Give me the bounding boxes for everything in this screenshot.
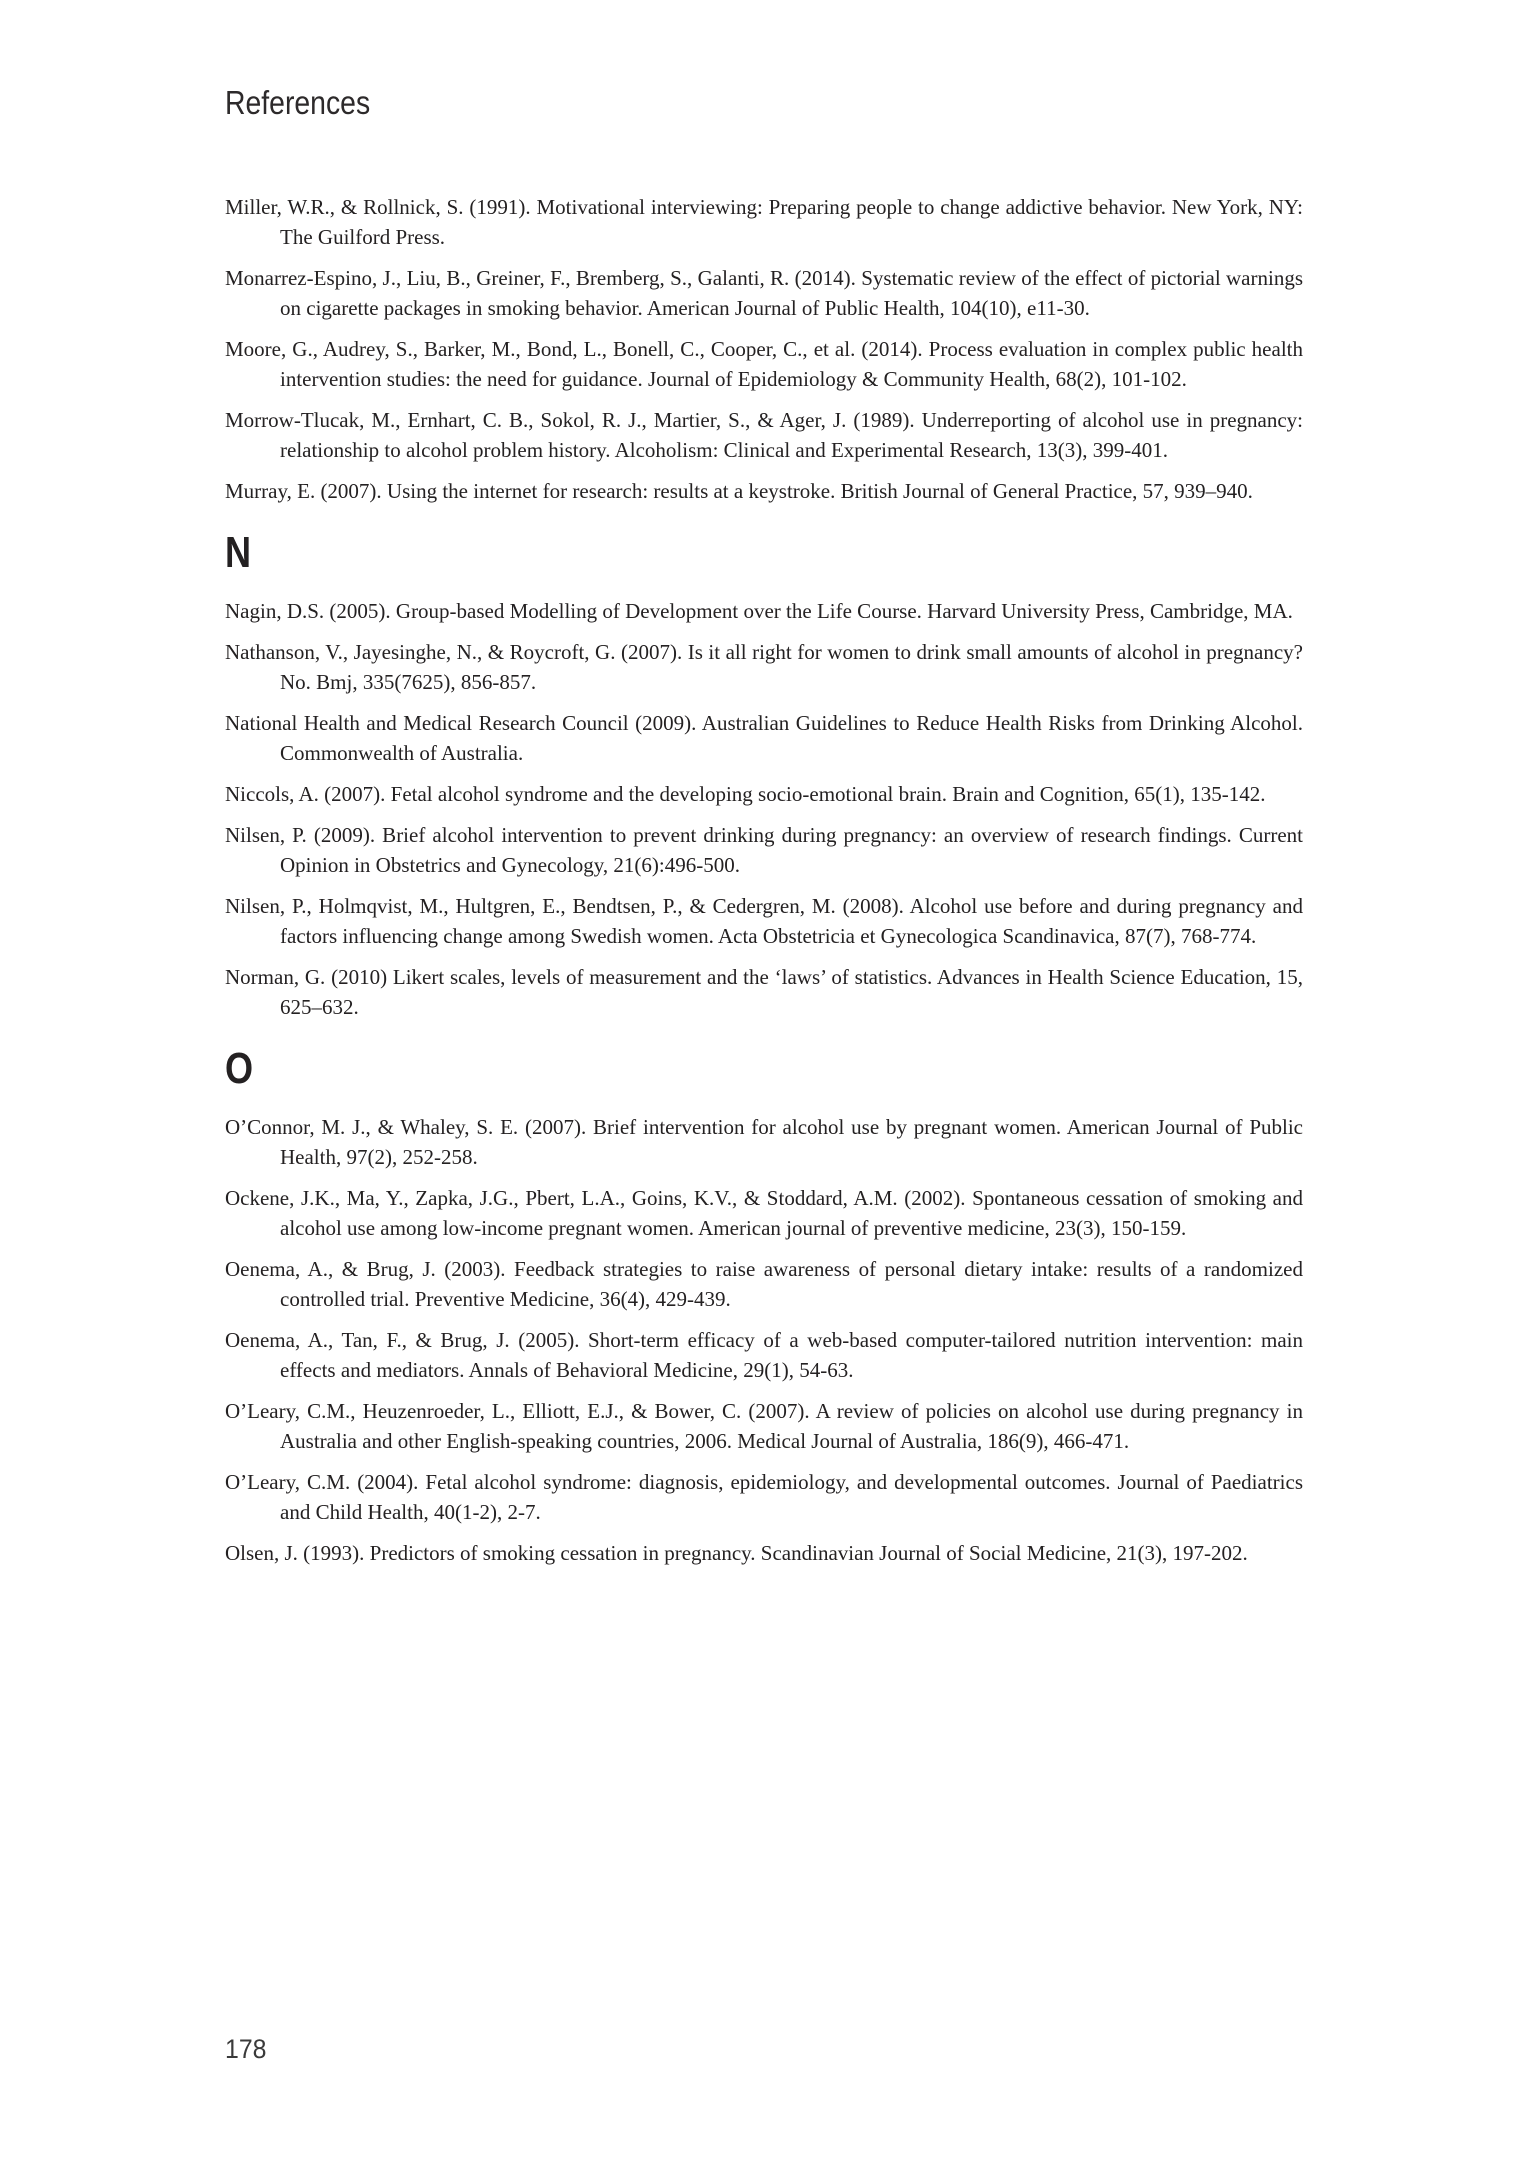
reference-entry: Olsen, J. (1993). Predictors of smoking cessation in pregnancy. Scandinavian Journal of Social Medicine, 21(3), 197-202. xyxy=(225,1541,1248,1565)
reference-entry: Nilsen, P., Holmqvist, M., Hultgren, E., Bendtsen, P., & Cedergren, M. (2008). Alcohol use before and during pregnancy and factors influencing change among Swedish women. Acta Obstetricia et Gynecologica Scandinavica, 87(7), 768-774. xyxy=(225,894,1303,948)
reference-section-o xyxy=(225,1112,1303,1568)
reference-section-m xyxy=(225,192,1303,506)
reference-entry: O’Connor, M. J., & Whaley, S. E. (2007). Brief intervention for alcohol use by pregnant women. American Journal of Public Health, 97(2), 252-258. xyxy=(225,1115,1303,1169)
reference-entry: Norman, G. (2010) Likert scales, levels of measurement and the ‘laws’ of statistics. Advances in Health Science Education, 15, 625–632. xyxy=(225,965,1303,1019)
reference-entry: Nagin, D.S. (2005). Group-based Modelling of Development over the Life Course. Harvard University Press, Cambridge, MA. xyxy=(225,599,1293,623)
reference-entry: Morrow-Tlucak, M., Ernhart, C. B., Sokol, R. J., Martier, S., & Ager, J. (1989). Underreporting of alcohol use in pregnancy: relationship to alcohol problem history. Alcoholism: Clinical and Experimental Research, 13(3), 399-401. xyxy=(225,408,1303,462)
reference-entry: Murray, E. (2007). Using the internet for research: results at a keystroke. British Journal of General Practice, 57, 939–940. xyxy=(225,479,1253,503)
page-number: 178 xyxy=(225,2034,267,2064)
reference-entry: Monarrez-Espino, J., Liu, B., Greiner, F., Bremberg, S., Galanti, R. (2014). Systematic review of the effect of pictorial warnings on cigarette packages in smoking behavior. American Journal of Public Health, 104(10), e11-30. xyxy=(225,266,1303,320)
reference-entry: Nathanson, V., Jayesinghe, N., & Roycroft, G. (2007). Is it all right for women to drink small amounts of alcohol in pregnancy? No. Bmj, 335(7625), 856-857. xyxy=(225,640,1303,694)
reference-entry: Oenema, A., & Brug, J. (2003). Feedback strategies to raise awareness of personal dietary intake: results of a randomized controlled trial. Preventive Medicine, 36(4), 429-439. xyxy=(225,1257,1303,1311)
reference-entry: Nilsen, P. (2009). Brief alcohol intervention to prevent drinking during pregnancy: an overview of research findings. Current Opinion in Obstetrics and Gynecology, 21(6):496-500. xyxy=(225,823,1303,877)
section-heading-n: N xyxy=(225,528,252,577)
reference-entry: Oenema, A., Tan, F., & Brug, J. (2005). Short-term efficacy of a web-based computer-tailored nutrition intervention: main effects and mediators. Annals of Behavioral Medicine, 29(1), 54-63. xyxy=(225,1328,1303,1382)
reference-entry: Ockene, J.K., Ma, Y., Zapka, J.G., Pbert, L.A., Goins, K.V., & Stoddard, A.M. (2002). Spontaneous cessation of smoking and alcohol use among low-income pregnant women. American journal of preventive medicine, 23(3), 150-159. xyxy=(225,1186,1303,1240)
page-title: References xyxy=(225,84,371,121)
section-heading-o: O xyxy=(225,1044,254,1093)
reference-section-n xyxy=(225,596,1303,1022)
reference-entry: Niccols, A. (2007). Fetal alcohol syndrome and the developing socio-emotional brain. Brain and Cognition, 65(1), 135-142. xyxy=(225,782,1266,806)
reference-entry: O’Leary, C.M. (2004). Fetal alcohol syndrome: diagnosis, epidemiology, and developmental outcomes. Journal of Paediatrics and Child Health, 40(1-2), 2-7. xyxy=(225,1470,1303,1524)
reference-entry: O’Leary, C.M., Heuzenroeder, L., Elliott, E.J., & Bower, C. (2007). A review of policies on alcohol use during pregnancy in Australia and other English-speaking countries, 2006. Medical Journal of Australia, 186(9), 466-471. xyxy=(225,1399,1303,1453)
reference-entry: National Health and Medical Research Council (2009). Australian Guidelines to Reduce Health Risks from Drinking Alcohol. Commonwealth of Australia. xyxy=(225,711,1303,765)
reference-entry: Miller, W.R., & Rollnick, S. (1991). Motivational interviewing: Preparing people to change addictive behavior. New York, NY: The Guilford Press. xyxy=(225,195,1303,249)
reference-entry: Moore, G., Audrey, S., Barker, M., Bond, L., Bonell, C., Cooper, C., et al. (2014). Process evaluation in complex public health intervention studies: the need for guidance. Journal of Epidemiology & Community Health, 68(2), 101-102. xyxy=(225,337,1303,391)
page-content xyxy=(225,84,1303,1579)
